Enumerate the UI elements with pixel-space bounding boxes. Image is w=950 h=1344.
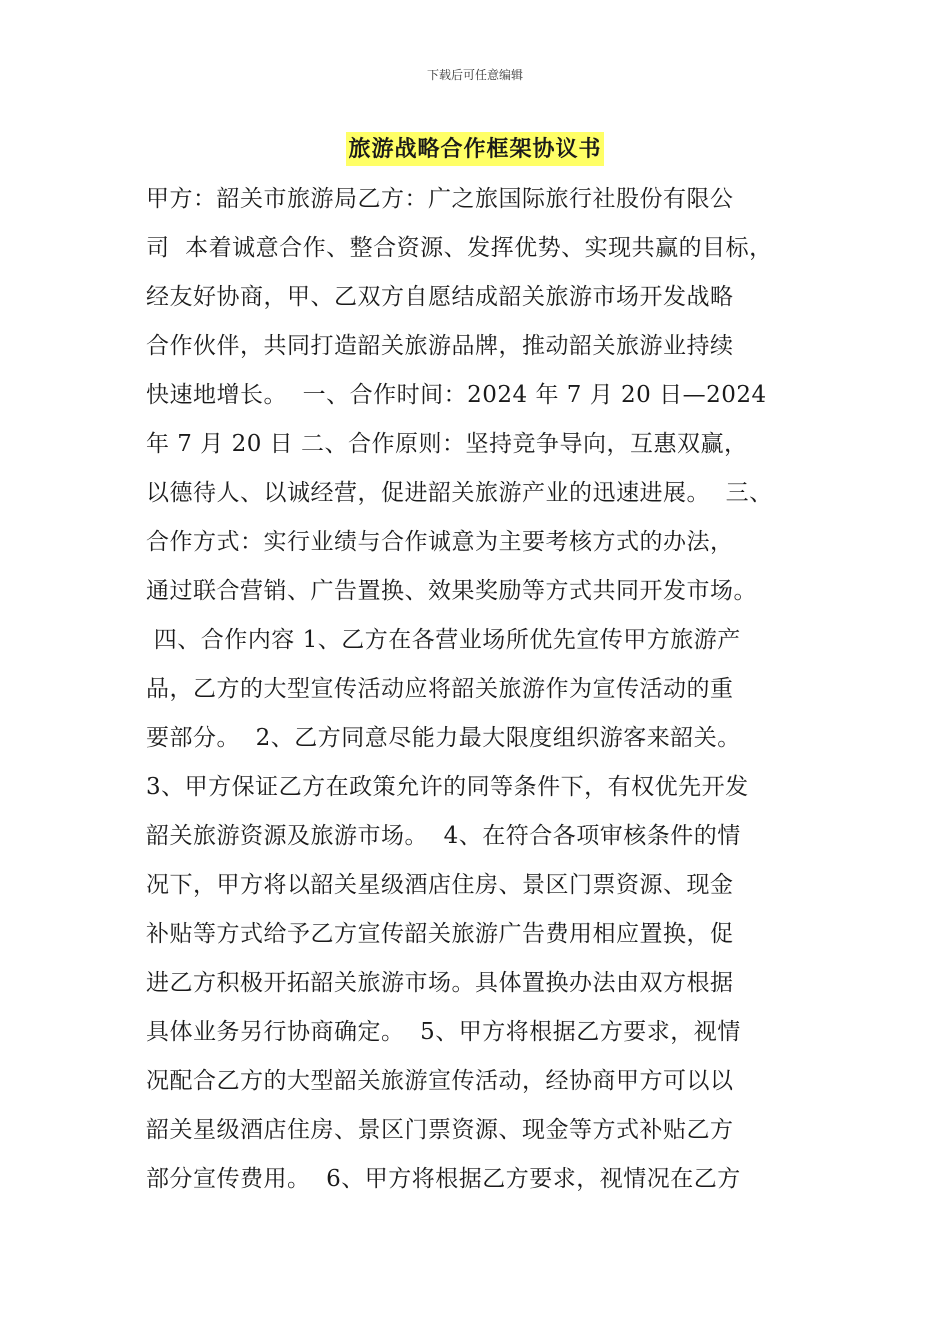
- body-line: 要部分。 2、乙方同意尽能力最大限度组织游客来韶关。: [146, 725, 741, 751]
- body-line: 品，乙方的大型宣传活动应将韶关旅游作为宣传活动的重: [146, 676, 734, 702]
- document-title: 旅游战略合作框架协议书: [346, 132, 603, 166]
- body-line: 经友好协商，甲、乙双方自愿结成韶关旅游市场开发战略: [146, 284, 734, 310]
- body-line: 3、甲方保证乙方在政策允许的同等条件下，有权优先开发: [146, 774, 749, 800]
- body-line: 快速地增长。 一、合作时间：2024 年 7 月 20 日—2024: [146, 382, 767, 408]
- body-line: 甲方：韶关市旅游局乙方：广之旅国际旅行社股份有限公: [146, 186, 734, 212]
- body-line: 具体业务另行协商确定。 5、甲方将根据乙方要求，视情: [146, 1019, 741, 1045]
- body-line: 进乙方积极开拓韶关旅游市场。具体置换办法由双方根据: [146, 970, 734, 996]
- header-note: 下载后可任意编辑: [426, 68, 523, 82]
- body-line: 况配合乙方的大型韶关旅游宣传活动，经协商甲方可以以: [146, 1068, 734, 1094]
- body-line: 况下，甲方将以韶关星级酒店住房、景区门票资源、现金: [146, 872, 734, 898]
- body-line: 年 7 月 20 日 二、合作原则：坚持竞争导向，互惠双赢，: [146, 431, 748, 457]
- body-line: 四、合作内容 1、乙方在各营业场所优先宣传甲方旅游产: [146, 627, 741, 653]
- body-line: 通过联合营销、广告置换、效果奖励等方式共同开发市场。: [146, 578, 757, 604]
- title-container: [0, 132, 950, 166]
- body-line: 以德待人、以诚经营，促进韶关旅游产业的迅速进展。 三、: [146, 480, 773, 506]
- body-line: 司 本着诚意合作、整合资源、发挥优势、实现共赢的目标，: [146, 235, 773, 261]
- body-line: 韶关星级酒店住房、景区门票资源、现金等方式补贴乙方: [146, 1117, 734, 1143]
- body-line: 部分宣传费用。 6、甲方将根据乙方要求，视情况在乙方: [146, 1166, 741, 1192]
- body-line: 补贴等方式给予乙方宣传韶关旅游广告费用相应置换，促: [146, 921, 734, 947]
- body-line: 韶关旅游资源及旅游市场。 4、在符合各项审核条件的情: [146, 823, 741, 849]
- body-line: 合作伙伴，共同打造韶关旅游品牌，推动韶关旅游业持续: [146, 333, 734, 359]
- document-body: [146, 175, 826, 1204]
- body-line: 合作方式：实行业绩与合作诚意为主要考核方式的办法，: [146, 529, 734, 555]
